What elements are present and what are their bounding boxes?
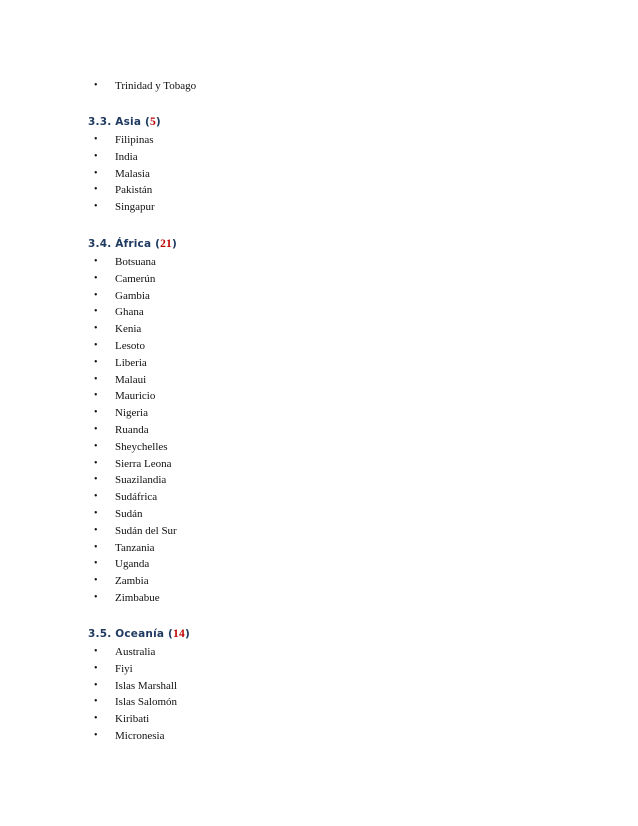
list-item: • Liberia bbox=[88, 355, 588, 372]
list-item: • Sierra Leona bbox=[88, 456, 588, 473]
list-item: • Gambia bbox=[88, 288, 588, 305]
bullet-icon: • bbox=[94, 457, 98, 469]
bullet-icon: • bbox=[94, 390, 98, 402]
bullet-icon: • bbox=[94, 423, 98, 435]
list-item: • Pakistán bbox=[88, 182, 588, 199]
bullet-icon: • bbox=[94, 696, 98, 708]
list-item: • Zambia bbox=[88, 573, 588, 590]
list-item: • Sudáfrica bbox=[88, 489, 588, 506]
list-item: • Malasia bbox=[88, 166, 588, 183]
americas-list-continued bbox=[88, 78, 588, 95]
bullet-icon: • bbox=[94, 713, 98, 725]
list-item: • Ghana bbox=[88, 304, 588, 321]
oceania-list bbox=[88, 644, 588, 745]
list-item: • Lesoto bbox=[88, 338, 588, 355]
bullet-icon: • bbox=[94, 507, 98, 519]
list-item: • Fiyi bbox=[88, 661, 588, 678]
bullet-icon: • bbox=[94, 272, 98, 284]
list-item: • Camerún bbox=[88, 271, 588, 288]
bullet-icon: • bbox=[94, 679, 98, 691]
list-item: • Botsuana bbox=[88, 254, 588, 271]
bullet-icon: • bbox=[94, 558, 98, 570]
bullet-icon: • bbox=[94, 184, 98, 196]
list-item: • Suazilandia bbox=[88, 472, 588, 489]
list-item: • Sudán bbox=[88, 506, 588, 523]
asia-list bbox=[88, 132, 588, 216]
list-item: • India bbox=[88, 149, 588, 166]
section-title: 3.4. África bbox=[88, 238, 152, 250]
list-item: • Zimbabue bbox=[88, 590, 588, 607]
bullet-icon: • bbox=[94, 323, 98, 335]
list-item: • Nigeria bbox=[88, 405, 588, 422]
list-item: • Kiribati bbox=[88, 711, 588, 728]
bullet-icon: • bbox=[94, 167, 98, 179]
bullet-icon: • bbox=[94, 524, 98, 536]
bullet-icon: • bbox=[94, 491, 98, 503]
africa-list bbox=[88, 254, 588, 607]
list-item: • Australia bbox=[88, 644, 588, 661]
list-item: • Islas Marshall bbox=[88, 678, 588, 695]
bullet-icon: • bbox=[94, 256, 98, 267]
list-item: • Trinidad y Tobago bbox=[88, 78, 588, 95]
list-item: • Singapur bbox=[88, 199, 588, 216]
list-item: • Islas Salomón bbox=[88, 694, 588, 711]
bullet-icon: • bbox=[94, 339, 98, 351]
section-heading-asia: 3.3. Asia (5) bbox=[88, 116, 161, 128]
list-item: • Kenia bbox=[88, 321, 588, 338]
section-count: 21 bbox=[160, 238, 172, 250]
list-item: • Micronesia bbox=[88, 728, 588, 745]
list-item: • Uganda bbox=[88, 556, 588, 573]
bullet-icon: • bbox=[94, 729, 98, 741]
bullet-icon: • bbox=[94, 440, 98, 452]
list-item: • Sudán del Sur bbox=[88, 523, 588, 540]
bullet-icon: • bbox=[94, 591, 98, 603]
section-title: 3.5. Oceanía bbox=[88, 628, 165, 640]
bullet-icon: • bbox=[94, 407, 98, 419]
bullet-icon: • bbox=[94, 646, 98, 657]
bullet-icon: • bbox=[94, 575, 98, 587]
section-count: 14 bbox=[173, 628, 185, 640]
bullet-icon: • bbox=[94, 474, 98, 486]
bullet-icon: • bbox=[94, 373, 98, 385]
bullet-icon: • bbox=[94, 306, 98, 318]
list-item: • Tanzania bbox=[88, 540, 588, 557]
bullet-icon: • bbox=[94, 289, 98, 301]
list-item: • Mauricio bbox=[88, 388, 588, 405]
bullet-icon: • bbox=[94, 356, 98, 368]
section-title: 3.3. Asia bbox=[88, 116, 142, 128]
list-item: • Sheychelles bbox=[88, 439, 588, 456]
bullet-icon: • bbox=[94, 150, 98, 162]
section-count: 5 bbox=[149, 116, 156, 128]
list-item: • Filipinas bbox=[88, 132, 588, 149]
section-heading-africa: 3.4. África (21) bbox=[88, 238, 177, 250]
bullet-icon: • bbox=[94, 80, 98, 91]
bullet-icon: • bbox=[94, 541, 98, 553]
bullet-icon: • bbox=[94, 662, 98, 674]
list-item: • Ruanda bbox=[88, 422, 588, 439]
bullet-icon: • bbox=[94, 201, 98, 213]
bullet-icon: • bbox=[94, 134, 98, 145]
section-heading-oceania: 3.5. Oceanía (14) bbox=[88, 628, 190, 640]
list-item: • Malaui bbox=[88, 372, 588, 389]
